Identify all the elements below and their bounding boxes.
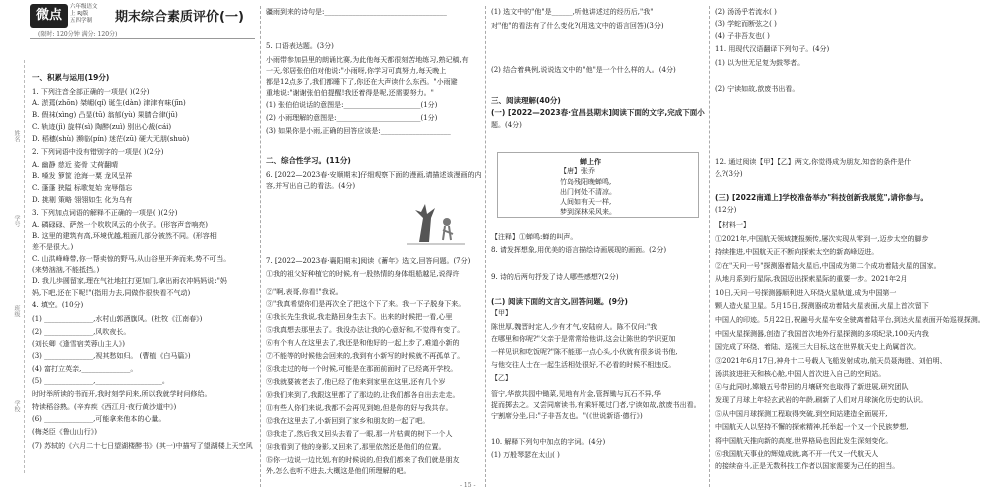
col3-line: 【注释】①蝉鸣:蝉的叫声。 xyxy=(491,233,578,241)
col1-line: A. 磷碌碌、萨然一个吹吹风云的小伙子。(形容声音响亮) xyxy=(32,221,208,229)
col1-line: (6) ______________,可能拿来他本的心量。 xyxy=(32,415,166,423)
side-label-name: 姓名 xyxy=(13,130,20,142)
col3-line: (一) [2022—2023春·宜昌县期末]阅读下面的文字,完成下面小 xyxy=(491,108,705,117)
col2-line: 疆雨到来的诗句是:___________________________________ xyxy=(266,8,447,16)
col1-line: B. 嗓发 箩筐 沧海一粟 龙风呈祥 xyxy=(32,172,133,180)
col3-line: (二) 阅读下面的文言文,回答问题。(9分) xyxy=(491,297,628,306)
col3-line: 宁割席分坐,曰:"子非吾友也。"(《世说新语·德行》) xyxy=(491,412,643,420)
col2-line: 7. [2022—2023春·襄阳期末]阅读《蓄年》选文,回答问题。(7分) xyxy=(266,257,471,265)
col4-line: 的接续奋斗,正是无数科技工作者以国家需要为己任的担当。 xyxy=(715,462,900,470)
col4-line: 12. 通过阅读【甲】【乙】两文,你觉得成为朋友,知音的条件是什 xyxy=(715,158,912,166)
col1-line: 2. 下列词语中没有错别字的一项是( )(2分) xyxy=(32,148,164,156)
col3-line: (1) 选文中的"他"是______,听他讲述过的经历后,"我" xyxy=(491,8,654,16)
col2-line: ②"啊,表哥,你看!"我说。 xyxy=(266,288,343,296)
col1-line: B. 这里的建筑有高,环境优越,粗面几部分被然不同。(形容相 xyxy=(32,232,217,240)
col1-line: C. 山洪峰峰带,你一帮卖惊的野马,从山谷里开奔而来,势不可当。 xyxy=(32,255,231,263)
col4-line: (4) 子非吾友也( ) xyxy=(715,32,770,40)
col3-line: 【甲】 xyxy=(491,309,512,317)
title-rule xyxy=(30,38,255,39)
col1-line: 差不是很大。) xyxy=(32,243,74,251)
col2-line: ⑪有些人你们来说,我都不会再见到她,但是你的好与我共存。 xyxy=(266,404,453,412)
col1-line: B. 假袜(xìng) 凸显(tū) 翁郁(yù) 果腈合律(jū) xyxy=(32,111,178,119)
col4-line: ⑤从中国月球探测工程取得突破,到空间站建造全面展开, xyxy=(715,410,888,418)
divider xyxy=(260,6,261,487)
col1-line: A. 淤蔫(zhōn) 桀嵋(qí) 诞生(dàn) 津津有味(jīn) xyxy=(32,99,186,107)
col4-line: 【材料一】 xyxy=(715,221,750,229)
col4-line: (2) 宁读如故,歆废书出看。 xyxy=(715,85,800,93)
col4-line: 么?(3分) xyxy=(715,170,743,178)
side-label-school: 学校 xyxy=(13,400,20,412)
col1-line: (梅尧臣《鲁山山行》) xyxy=(32,428,97,436)
col3-line: (2) 结合着典例,说说选文中的"他"是一个什么样的人。(4分) xyxy=(491,66,676,74)
col4-line: 持续推进,中国航天正不断向探索太空的新高峰迈进。 xyxy=(715,248,879,256)
col4-line: (12分) xyxy=(715,206,737,214)
col4-line: 中国人的印迹。5月22日,祝融号火星车安全驶离着陆平台,到达火星表面开始巡视探测。 xyxy=(715,316,985,324)
col3-line: 对"他"的看法有了什么变化?(用选文中的语言回答)(3分) xyxy=(491,22,664,30)
col2-line: ⑫我在这里去了,小新回到了家乡和朋友的一起了吧。 xyxy=(266,417,430,425)
col3-line: 陈世厚,魏晋时定人,少有才气,安陆府人。陈不仅问:"我 xyxy=(491,323,658,331)
col3-line: 8. 请发挥想象,用优美的语言描绘诗画展现的画面。(2分) xyxy=(491,246,667,254)
col2-line: ③"我真希望你们是再次全了把这个下了来。我一下子脱身下来。 xyxy=(266,300,466,308)
col3-line: 管宁,华歆共园中锄菜,见地有片金,管挥锄与瓦石不异,华 xyxy=(491,390,661,398)
col3-line: (1) 万般琴瑟在太山( ) xyxy=(491,451,560,459)
col2-line: ⑩我们来到了,我跟这里都了了那边的,让我们都各自出去走走。 xyxy=(266,391,460,399)
col2-line: 容,并写出自己的看法。(4分) xyxy=(266,182,356,190)
col2-line: (3) 如果你是小雨,正确的回答应该是:____________________ xyxy=(266,127,451,135)
col1-line: 3. 下列加点词语的解释不正确的一项是( )(2分) xyxy=(32,209,178,217)
col1-line: (刘长卿《逢雪宿芙蓉山主人》) xyxy=(32,340,125,348)
col4-line: ③2021年6月17日,神舟十二号载人飞船发射成功,航天员聂海胜、刘伯明、 xyxy=(715,357,947,365)
col2-line: (1) 张伯伯说话的意图是:______________________(1分) xyxy=(266,101,438,109)
col2-line: ⑦不能等的时候他会回来的,我到有小新写的时候就不再孤单了。 xyxy=(266,352,465,360)
col1-line: 4. 填空。(10分) xyxy=(32,301,84,309)
col3-line: 梦到深林采风来。 xyxy=(560,208,616,216)
col1-line: D. 我儿歩圆留家,理在气社地扛打更加门,拿出雨衣冲妈妈说:"妈 xyxy=(32,277,227,285)
side-label-class: 班级 xyxy=(13,305,20,317)
col4-line: 中国火星探测器,创造了我国首次地外行星探测的多项纪录,100天内我 xyxy=(715,330,929,338)
col1-line: (来势汹汹,不能抵挡。) xyxy=(32,266,100,274)
col4-line: ⑥我国航天事业的辉煌成就,离不开一代又一代航天人 xyxy=(715,450,879,458)
col4-line: 从地月系到行星际,我国迈出探索星际的重要一步。2021年2月 xyxy=(715,275,908,283)
col2-line: ④我长先生我说,我走路回身生去下。出来的时候把一看,心里 xyxy=(266,313,453,321)
col4-line: (1) 以为世无足复为鼓琴者。 xyxy=(715,59,805,67)
col1-line: (2) ______________,风吹夜长。 xyxy=(32,328,131,336)
col3-line: 10. 解释下列句中加点的字词。(4分) xyxy=(491,438,606,446)
col2-line: ⑭我看到了他的身影,又回来了,那里依然还是他们的位置。 xyxy=(266,443,446,451)
col1-line: C. 蓬蓬 狭隘 标歌复始 宠辱偕忘 xyxy=(32,184,133,192)
page-title: 期末综合素质评价(一) xyxy=(115,10,244,25)
col4-line: 10日,天问一号探测器顺利进入环绕火星轨道,成为中国第一 xyxy=(715,289,897,297)
divider xyxy=(709,6,710,487)
col2-line: 5. 口语表达题。(3分) xyxy=(266,42,334,50)
cartoon-illustration xyxy=(405,200,467,250)
col2-line: 小雨带参加县里的朗诵比赛,为此他每天都很刻苦地练习,熟记稿,有 xyxy=(266,56,469,64)
col3-line: 竹岛残阳晚蝉鸣, xyxy=(560,178,612,186)
publisher-logo: 微点 xyxy=(30,4,68,28)
col3-line: 捉而掷去之。又尝同席读书,有乘轩冕过门者,宁读如故,歆废书出看。 xyxy=(491,401,701,409)
col2-line: ⑬我走了,然后我又回头去看了一眼,那一片枯黄的树下一个人 xyxy=(266,430,453,438)
col3-line: 在哪里和你呢?"父亲于是常常给他讲,这会让陈世的学识更加 xyxy=(491,335,676,343)
col2-line: ⑥有个有人在这里去了,我还是和他好的一起上步了,难道小新的 xyxy=(266,339,460,347)
col1-line: 时时举所读的书而开,我时刻学问来,所以我就学时问修给。 xyxy=(32,390,212,398)
col4-line: ②在"天问一号"探测器着陆火星后,中国成为第二个成功着陆火星的国家。 xyxy=(715,262,941,270)
col4-line: 发现了月球上年轻玄武岩的年龄,刷新了人们对月球演化历史的认识。 xyxy=(715,396,928,404)
logo-tag: 六年级语文 上 RJ版 五四学制 xyxy=(70,4,98,24)
col2-line: 一天,邻居张伯伯对他说:"小雨呀,你学习可真努力,每天晚上 xyxy=(266,67,447,75)
col1-line: 一、积累与运用(19分) xyxy=(32,73,110,82)
col4-line: (3) 学蛇而断弦之( ) xyxy=(715,20,777,28)
col1-line: 1. 下列注音全部正确的一项是( )(2分) xyxy=(32,88,150,96)
col4-line: ①2021年,中国航天领域捷报频传,屡次实现从零到一,迈步太空的脚步 xyxy=(715,235,929,243)
col1-line: A. 幽静 慈近 姿骨 丈荷翻晴 xyxy=(32,161,119,169)
col3-line: 蝉上作 xyxy=(580,157,601,166)
col3-line: 三、阅读理解(40分) xyxy=(491,96,561,105)
col2-line: 6. [2022—2023春·安顺期末]仔细观察下面的漫画,请描述该漫画的内 xyxy=(266,171,482,179)
page-number: - 15 - xyxy=(460,482,476,489)
column-4 xyxy=(711,0,950,493)
col4-line: 国完成了环绕、着陆、巡视三大目标,这在世界航天史上尚属首次。 xyxy=(715,343,921,351)
col2-line: ⑧我走过的每一个时候,可能是在那面前面时了已经离开学校。 xyxy=(266,365,458,373)
col3-line: 9. 诗的后两句抒发了诗人哪些感想?(2分) xyxy=(491,273,619,281)
col1-line: D. 挑剔 策略 翎翎如生 化为乌有 xyxy=(32,196,133,204)
col3-line: 一样见识和吃饭呢?"陈不能那一点心头,小伙就有很多说书他, xyxy=(491,348,678,356)
col1-line: C. 轨迹(jì) 旋样(sì) 陶醉(zuì) 别出心裁(cái) xyxy=(32,123,172,131)
col3-line: 【唐】张乔 xyxy=(560,167,595,175)
side-label-number: 学号 xyxy=(13,215,20,227)
col4-line: 11. 用现代汉语翻译下列句子。(4分) xyxy=(715,45,830,53)
col2-line: ①我的祖父好种植它的时候,有一股热情的身体组船越足,说得许 xyxy=(266,270,460,278)
col3-line: 题。(4分) xyxy=(491,121,522,129)
exam-meta: (限时: 120分钟 满分: 120分) xyxy=(38,31,118,38)
col2-line: 外,怎么也听不进去,大概这是他们所理解的吧。 xyxy=(266,467,411,475)
col1-line: (3) ______________,视其愁如归。 (曹植《白马篇》) xyxy=(32,352,191,360)
col2-line: (2) 小雨理解的意图是:________________________(1分) xyxy=(266,114,438,122)
col1-line: (7) 苏轼的《六月二十七日望湖楼醉书》(其一)中描写了望湖楼上天空风 xyxy=(32,442,253,450)
col2-line: ⑨我就要被老去了,他已经了他来到家里在这里,还有几个岁 xyxy=(266,378,446,386)
col4-line: 将中国航天推向新的高度,世界格局也因此发生深刻变化。 xyxy=(715,437,893,445)
col2-line: ⑤我真想去那里去了。我没办法让我的心意好和,不觉得有变了。 xyxy=(266,326,465,334)
col1-line: (5) ______________,___________________。 xyxy=(32,377,169,385)
col1-line: 妈,下吧,还在下呢!"(指用力去,同做作很快看不气动) xyxy=(32,289,191,297)
col1-line: 特读稻谷熟。(辛弃疾《西江月·夜行黄沙道中》) xyxy=(32,403,177,411)
col4-line: 汤洪波进驻天和核心舱,中国人首次进入自己的空间站。 xyxy=(715,370,886,378)
col1-line: (1) ______________,水村山郭酒旗风。(杜牧《江南春》) xyxy=(32,315,203,323)
col4-line: 颗人造火星卫星。5月15日,探测器成功着陆火星表面,火星上首次留下 xyxy=(715,302,929,310)
col4-line: ④与此同时,嫦娥五号带回的月壤研究也取得了新进展,研究团队 xyxy=(715,383,909,391)
col2-line: 二、综合性学习。(11分) xyxy=(266,156,351,165)
col4-line: (三) [2022南通上]学校准备举办"科技创新我展览",请你参与。 xyxy=(715,193,928,202)
col3-line: 人间如有天一样, xyxy=(560,198,612,206)
col3-line: 【乙】 xyxy=(491,374,512,382)
col2-line: 都是12点多了,我们都睡下了,你还在大声读什么东西。"小雨避 xyxy=(266,78,458,86)
col1-line: (4) 富打立英亲,______________。 xyxy=(32,365,138,373)
col2-line: ⑮你一边说一边比划,有的时候说的,但我们都来了我们就是朋友 xyxy=(266,456,460,464)
col1-line: D. 稻穗(shù) 濒临(pín) 迷茫(zū) 硬大无朋(shuò) xyxy=(32,135,190,143)
col4-line: 中国航天人以坚持不懈的探索精神,托举起一个又一个民族梦想, xyxy=(715,423,909,431)
col4-line: (2) 汤汤乎若流水( ) xyxy=(715,8,777,16)
col3-line: 与他交往人士在一起生活相处很好,不必看的时候不相违反。 xyxy=(491,361,676,369)
divider xyxy=(485,6,486,487)
col2-line: 重地说:"谢谢张伯伯提醒!我还着得是呢,还需要努力。" xyxy=(266,89,434,97)
col3-line: 出门何处不清凉。 xyxy=(560,188,616,196)
